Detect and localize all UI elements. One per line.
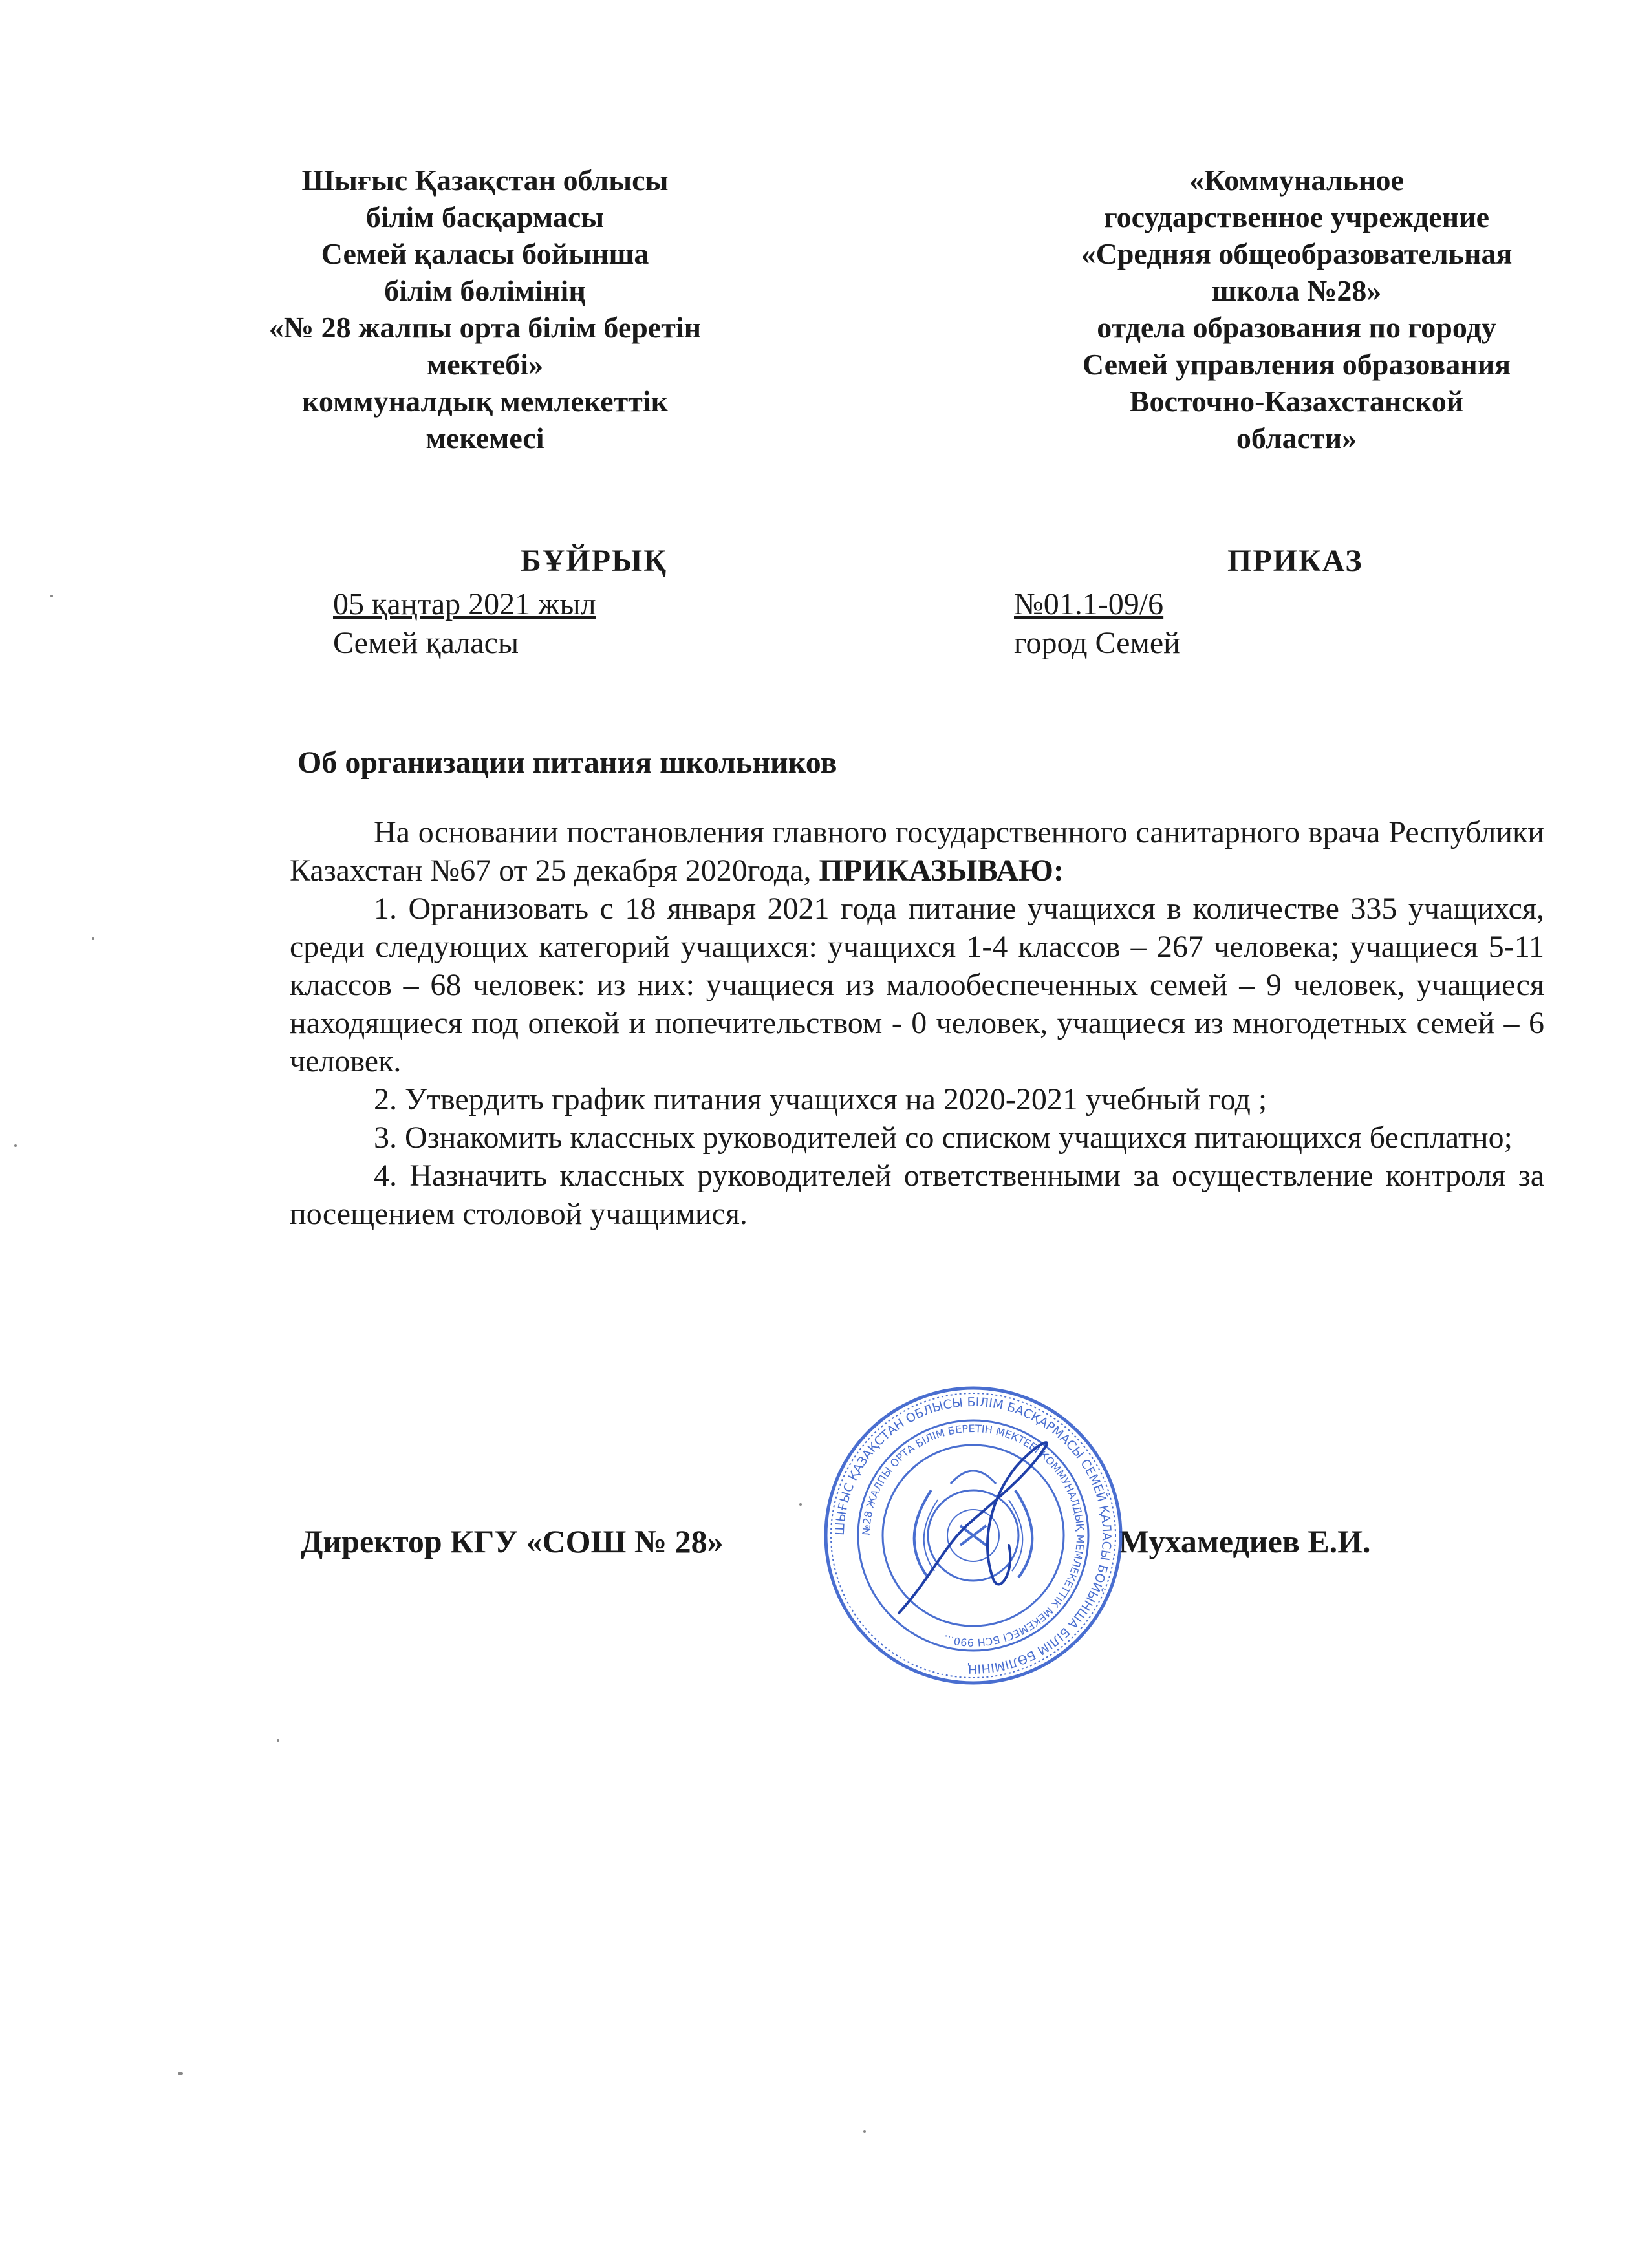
order-item: 4. Назначить классных руководителей ответственными за осуществление контроля за посещением столовой учащимися.	[290, 1159, 1544, 1231]
order-item: 1. Организовать с 18 января 2021 года питание учащихся в количестве 335 учащихся, среди следующих категорий учащихся: учащихся 1-4 классов – 267 человека; учащиеся 5-11 классов – 68 человек: из них: учащиеся из малообеспеченных семей – 9 человек, учащиеся находящиеся под опекой и попечительством - 0 человек, учащиеся из многодетных семей – 6 человек.	[290, 892, 1544, 1078]
signature-position: Директор КГУ «СОШ № 28»	[301, 1523, 724, 1559]
header-line: Шығыс Қазақстан облысы	[301, 164, 669, 197]
preamble-text: На основании постановления главного государственного санитарного врача Республики Казахстан №67 от 25 декабря 2020года,	[290, 815, 1544, 888]
order-date: 05 қаңтар 2021 жыл	[333, 587, 596, 621]
header-line: «Коммунальное	[1189, 164, 1404, 197]
header-russian	[1006, 162, 1588, 456]
order-meta-ru	[1014, 585, 1180, 663]
order-subject: Об организации питания школьников	[297, 745, 837, 780]
header-line: государственное учреждение	[1103, 200, 1490, 233]
header-line: білім бөлімінің	[384, 274, 586, 307]
header-line: мекемесі	[426, 422, 544, 455]
order-title-kz: БҰЙРЫҚ	[521, 544, 667, 578]
header-line: «Средняя общеобразовательная	[1081, 237, 1513, 270]
official-seal	[821, 1384, 1125, 1687]
order-city-kz: Семей қаласы	[333, 626, 519, 660]
header-line: білім басқармасы	[365, 200, 605, 233]
preamble-bold: ПРИКАЗЫВАЮ:	[819, 853, 1064, 888]
header-kazakh	[259, 162, 711, 456]
header-line: «№ 28 жалпы орта білім беретін	[268, 311, 702, 344]
header-line: отдела образования по городу	[1097, 311, 1496, 344]
header-line: области»	[1236, 422, 1357, 455]
seal-inner-text: №28 ЖАЛПЫ ОРТА БІЛІМ БЕРЕТІН МЕКТЕБІ КОММУНАЛДЫҚ МЕМЛЕКЕТТІК МЕКЕМЕСІ БСН 990...	[859, 1422, 1087, 1649]
order-title-ru: ПРИКАЗ	[1227, 544, 1363, 578]
order-item: 3. Ознакомить классных руководителей со списком учащихся питающихся бесплатно;	[374, 1120, 1513, 1155]
header-line: Семей қаласы бойынша	[321, 237, 649, 270]
signature-scribble	[899, 1442, 1047, 1613]
header-line: школа №28»	[1211, 274, 1382, 307]
order-city-ru: город Семей	[1014, 626, 1180, 660]
header-line: Восточно-Казахстанской	[1129, 385, 1464, 418]
header-line: мектебі»	[426, 348, 544, 381]
header-line: коммуналдық мемлекеттік	[301, 385, 669, 418]
order-number: №01.1-09/6	[1014, 587, 1164, 621]
signature-name: Мухамедиев Е.И.	[1119, 1523, 1371, 1559]
seal-outer-text: ШЫҒЫС ҚАЗАҚСТАН ОБЛЫСЫ БІЛІМ БАСҚАРМАСЫ СЕМЕЙ ҚАЛАСЫ БОЙЫНША БІЛІМ БӨЛІМІНІҢ	[832, 1395, 1114, 1676]
order-body	[290, 813, 1544, 1233]
preamble	[290, 813, 1544, 890]
order-item: 2. Утвердить график питания учащихся на 2020-2021 учебный год ;	[374, 1082, 1267, 1117]
header-line: Семей управления образования	[1082, 348, 1511, 381]
order-meta-kz	[333, 585, 596, 663]
